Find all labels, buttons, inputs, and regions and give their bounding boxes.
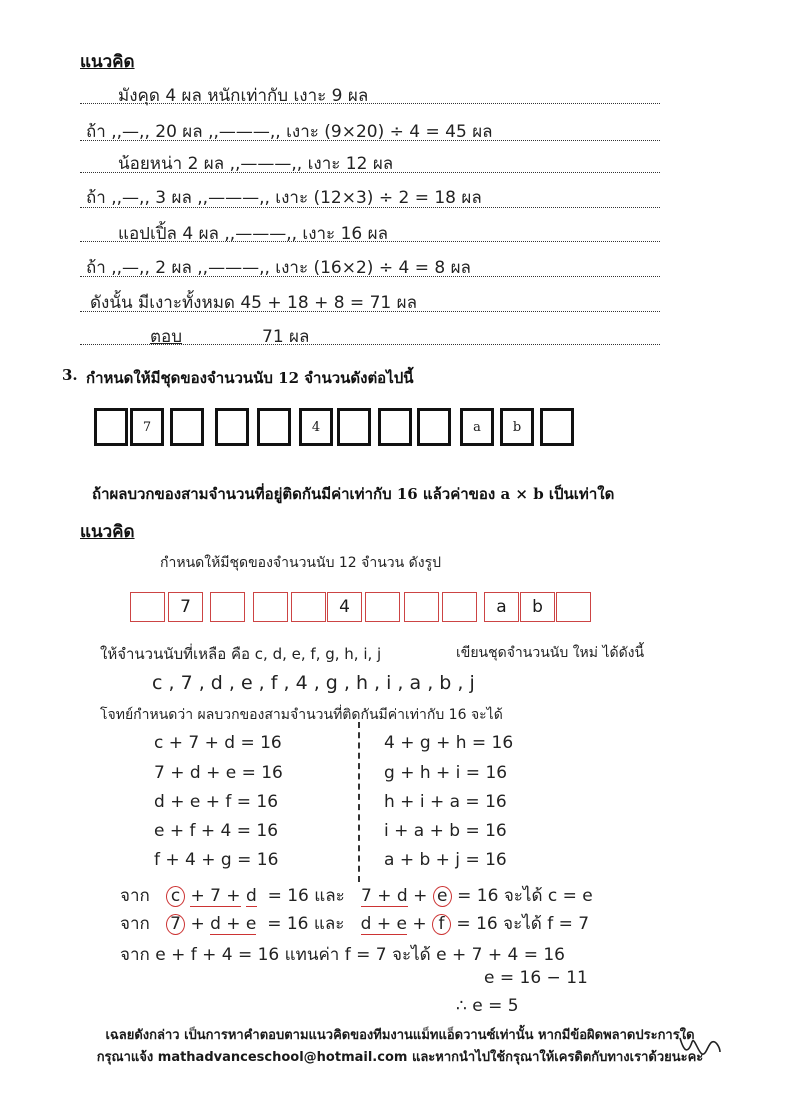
step-line-1: e = 16 − 11 — [484, 968, 588, 988]
right-equation-4: i + a + b = 16 — [384, 821, 507, 841]
from-line-1: จาก c + 7 + d = 16 และ 7 + d + e = 16 จะได้ c = e — [120, 886, 593, 906]
question-box — [417, 408, 451, 446]
answer-value: 71 ผล — [262, 327, 310, 347]
question-box — [94, 408, 128, 446]
from-line-3: จาก e + f + 4 = 16 แทนค่า f = 7 จะได้ e + 7 + 4 = 16 — [120, 945, 565, 965]
dotted-rule — [80, 241, 660, 242]
right-equation-3: h + i + a = 16 — [384, 792, 507, 812]
circled-e: e — [433, 886, 452, 907]
given-line: โจทย์กำหนดว่า ผลบวกของสามจำนวนที่ติดกันมีค่าเท่ากับ 16 จะได้ — [100, 707, 503, 723]
question-box: 7 — [130, 408, 164, 446]
dotted-rule — [80, 311, 660, 312]
dotted-rule — [80, 172, 660, 173]
solution-box — [291, 592, 326, 622]
question-number: 3. — [62, 366, 78, 384]
work-line-2: ถ้า ,,—,, 20 ผล ,,———,, เงาะ (9×20) ÷ 4 = 45 ผล — [86, 122, 493, 142]
right-equation-1: 4 + g + h = 16 — [384, 733, 514, 753]
let-line: ให้จำนวนนับที่เหลือ คือ c, d, e, f, g, h, i, j — [100, 645, 382, 663]
solution-heading: แนวคิด — [80, 522, 135, 542]
circled-f: f — [432, 914, 451, 935]
footer-line-1: เฉลยดังกล่าว เป็นการหาคำตอบตามแนวคิดของทีมงานแม็ทแอ็ดวานซ์เท่านั้น หากมีข้อผิดพลาดประการใด — [105, 1028, 695, 1043]
left-equation-3: d + e + f = 16 — [154, 792, 279, 812]
work-line-7: ดังนั้น มีเงาะทั้งหมด 45 + 18 + 8 = 71 ผล — [90, 293, 417, 313]
divider-dashed — [358, 722, 360, 882]
top-heading: แนวคิด — [80, 52, 135, 72]
circled-c: c — [166, 886, 185, 907]
work-line-1: มังคุด 4 ผล หนักเท่ากับ เงาะ 9 ผล — [118, 86, 369, 106]
solution-box — [404, 592, 439, 622]
answer-label: ตอบ — [150, 327, 183, 347]
circled-7: 7 — [166, 914, 185, 935]
solution-box — [365, 592, 400, 622]
sequence-line: c , 7 , d , e , f , 4 , g , h , i , a , b , j — [152, 672, 475, 694]
question-text: กำหนดให้มีชุดของจำนวนนับ 12 จำนวนดังต่อไปนี้ — [86, 369, 414, 387]
solution-box — [253, 592, 288, 622]
step-line-2: ∴ e = 5 — [456, 996, 519, 1016]
work-line-5: แอปเปิ้ล 4 ผล ,,———,, เงาะ 16 ผล — [118, 224, 389, 244]
work-line-6: ถ้า ,,—,, 2 ผล ,,———,, เงาะ (16×2) ÷ 4 = 8 ผล — [86, 258, 471, 278]
solution-box — [210, 592, 245, 622]
left-equation-4: e + f + 4 = 16 — [154, 821, 279, 841]
dotted-rule — [80, 276, 660, 277]
dotted-rule — [80, 207, 660, 208]
question-box: 4 — [299, 408, 333, 446]
question-box — [540, 408, 574, 446]
right-equation-5: a + b + j = 16 — [384, 850, 507, 870]
work-line-3: น้อยหน่า 2 ผล ,,———,, เงาะ 12 ผล — [118, 154, 394, 174]
question-condition: ถ้าผลบวกของสามจำนวนที่อยู่ติดกันมีค่าเท่ากับ 16 แล้วค่าของ a × b เป็นเท่าใด — [92, 485, 615, 503]
left-equation-5: f + 4 + g = 16 — [154, 850, 279, 870]
solution-box: a — [484, 592, 519, 622]
dotted-rule — [80, 140, 660, 141]
question-box — [337, 408, 371, 446]
dotted-rule — [80, 344, 660, 345]
question-box — [378, 408, 412, 446]
solution-box: 7 — [168, 592, 203, 622]
solution-box: b — [520, 592, 555, 622]
solution-box — [442, 592, 477, 622]
question-box — [215, 408, 249, 446]
solution-box: 4 — [327, 592, 362, 622]
left-equation-1: c + 7 + d = 16 — [154, 733, 282, 753]
from-line-2: จาก 7 + d + e = 16 และ d + e + f = 16 จะได้ f = 7 — [120, 914, 590, 934]
left-equation-2: 7 + d + e = 16 — [154, 763, 283, 783]
question-box — [257, 408, 291, 446]
dotted-rule — [80, 103, 660, 104]
solution-box — [130, 592, 165, 622]
footer-line-2: กรุณาแจ้ง mathadvanceschool@hotmail.com และหากนำไปใช้กรุณาให้เครดิตกับทางเราด้วยนะคะ — [96, 1050, 704, 1065]
signature-mark — [676, 1030, 724, 1060]
question-box: b — [500, 408, 534, 446]
work-line-4: ถ้า ,,—,, 3 ผล ,,———,, เงาะ (12×3) ÷ 2 = 18 ผล — [86, 188, 482, 208]
question-box: a — [460, 408, 494, 446]
rewrite-line: เขียนชุดจำนวนนับ ใหม่ ได้ดังนี้ — [456, 645, 645, 661]
solution-intro: กำหนดให้มีชุดของจำนวนนับ 12 จำนวน ดังรูป — [160, 555, 442, 571]
question-box — [170, 408, 204, 446]
solution-box — [556, 592, 591, 622]
right-equation-2: g + h + i = 16 — [384, 763, 508, 783]
